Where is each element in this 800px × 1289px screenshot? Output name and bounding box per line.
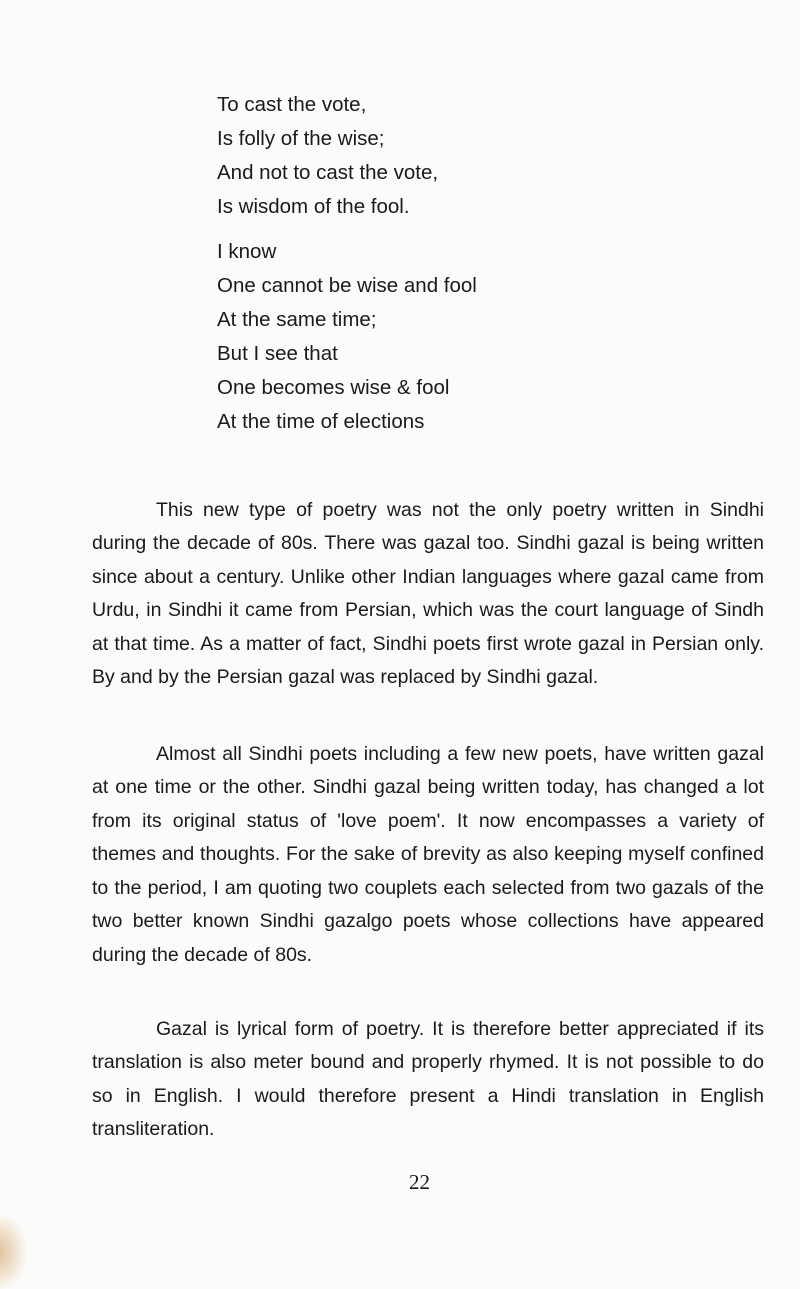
page-number: 22: [409, 1170, 430, 1194]
poem-line: And not to cast the vote,: [217, 161, 439, 184]
poem-line: But I see that: [217, 342, 338, 365]
poem-line: Is folly of the wise;: [217, 127, 385, 150]
body-paragraph-2: Almost all Sindhi poets including a few new poets, have written gazal at one time or the other. Sindhi gazal being written today, has changed a lot from its original status of 'love poem'. It now encompasses a variety of themes and thoughts. For the sake of brevity as also keeping myself confined to the period, I am quoting two couplets each selected from two gazals of the two better known Sindhi gazalgo poets whose collections have appeared during the decade of 80s.: [92, 742, 764, 966]
poem-line: Is wisdom of the fool.: [217, 195, 410, 218]
body-paragraph-3: Gazal is lyrical form of poetry. It is therefore better appreciated if its translation is also meter bound and properly rhymed. It is not possible to do so in English. I would therefore present a Hindi translation in English transliteration.: [92, 1017, 764, 1140]
poem-line: To cast the vote,: [217, 93, 367, 116]
poem-line: At the same time;: [217, 308, 377, 331]
page-edge-shadow: [0, 1215, 26, 1289]
poem-line: I know: [217, 240, 277, 263]
poem-line: One becomes wise & fool: [217, 376, 450, 399]
poem-stanza-1: [217, 88, 438, 224]
poem-line: One cannot be wise and fool: [217, 274, 477, 297]
poem-stanza-2: [217, 235, 477, 439]
body-paragraph-1: This new type of poetry was not the only poetry written in Sindhi during the decade of 80s. There was gazal too. Sindhi gazal is being written since about a century. Unlike other Indian languages where gazal came from Urdu, in Sindhi it came from Persian, which was the court language of Sindh at that time. As a matter of fact, Sindhi poets first wrote gazal in Persian only. By and by the Persian gazal was replaced by Sindhi gazal.: [92, 498, 764, 688]
poem-line: At the time of elections: [217, 410, 425, 433]
